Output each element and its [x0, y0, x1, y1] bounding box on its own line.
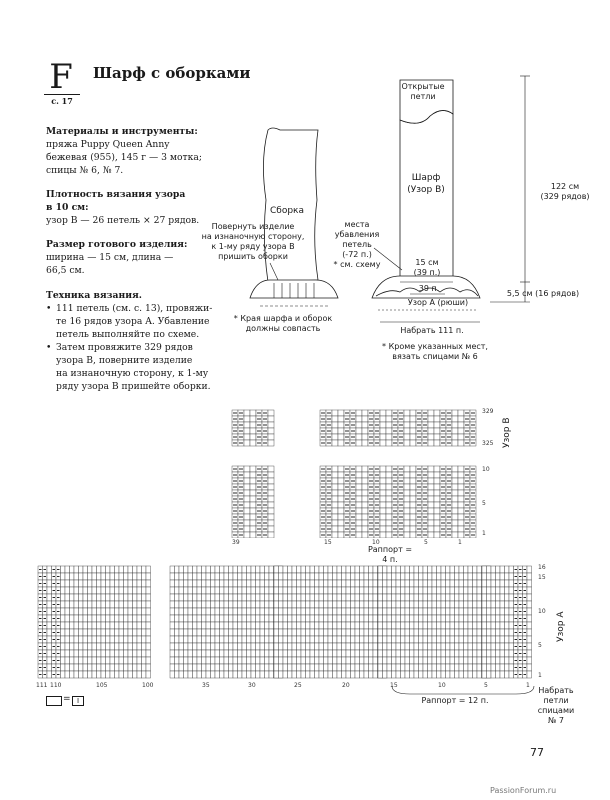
- legend-equals: =: [63, 694, 71, 704]
- technique-heading: Техника вязания.: [46, 290, 142, 301]
- height-label: [532, 182, 598, 202]
- chart-a-cast-on-line: Набрать: [538, 686, 574, 695]
- decrease-line: (-72 п.): [342, 250, 372, 259]
- technique-line: те 16 рядов узора A. Убавление: [56, 316, 210, 327]
- gather-label: Сборка: [270, 206, 305, 216]
- footnote-line: вязать спицами № 6: [392, 352, 478, 361]
- scarf-label-line: (Узор B): [407, 185, 445, 195]
- technique-line: на изнаночную сторону, к 1-му: [56, 368, 209, 379]
- materials-line: пряжа Puppy Queen Anny: [46, 139, 170, 150]
- chart-b-col-1: 1: [458, 539, 462, 546]
- chart-b-col-39: 39: [232, 539, 240, 546]
- materials-line: бежевая (955), 145 г — 3 мотка;: [46, 152, 202, 163]
- technique-line: петель выполняйте по схеме.: [56, 329, 200, 340]
- chart-a-grid: [36, 564, 536, 680]
- size-block: [46, 238, 216, 277]
- decrease-line: убавления: [334, 230, 380, 239]
- page-number: 77: [530, 746, 544, 759]
- chart-a-col-20: 20: [342, 682, 350, 689]
- chart-a-col-15: 15: [390, 682, 398, 689]
- legend-knit-symbol: I: [72, 696, 84, 706]
- height-line: 122 см: [550, 182, 580, 191]
- chart-a-col-35: 35: [202, 682, 210, 689]
- chart-b-row-labels: [482, 408, 494, 536]
- decrease-line: петель: [342, 240, 372, 249]
- technique-line: • Затем провяжите 329 рядов: [56, 342, 193, 353]
- chart-b-label: Узор B: [502, 417, 512, 448]
- chart-a-cast-on-line: № 7: [548, 716, 564, 725]
- pattern-a-label: Узор A (рюши): [407, 298, 469, 307]
- watermark: PassionForum.ru: [490, 786, 557, 795]
- chart-b-grid: [230, 408, 480, 538]
- chart-b-col-5: 5: [424, 539, 428, 546]
- chart-b-repeat-line: 4 п.: [382, 555, 398, 564]
- chart-a-col-111: 111: [36, 682, 48, 689]
- gather-note-line: Повернуть изделие: [211, 222, 295, 231]
- chart-a-label: Узор A: [556, 611, 566, 642]
- size-heading: Размер готового изделия:: [46, 239, 188, 250]
- gather-note-line: пришить оборки: [218, 252, 288, 261]
- chart-a-col-110: 110: [50, 682, 62, 689]
- legend-empty-cell: [46, 696, 62, 706]
- chart-a-repeat: Раппорт = 12 п.: [421, 696, 489, 705]
- width-line: 15 см: [415, 258, 439, 267]
- chart-b-row-5: 5: [482, 500, 486, 507]
- chart-a-col-105: 105: [96, 682, 108, 689]
- needle-footnote: [360, 342, 510, 362]
- height-line: (329 рядов): [540, 192, 590, 201]
- bottom-count-label: 39 п.: [418, 284, 440, 293]
- section-letter: F: [49, 57, 73, 97]
- gauge-line: узор B — 26 петель × 27 рядов.: [46, 215, 200, 226]
- scarf-label: [398, 172, 454, 196]
- materials-line: спицы № 6, № 7.: [46, 165, 124, 176]
- gauge-block: [46, 188, 216, 227]
- width-line: (39 п.): [413, 268, 441, 277]
- technique-line: • 111 петель (см. с. 13), провяжи-: [56, 303, 213, 314]
- chart-a-col-1: 1: [526, 682, 530, 689]
- decrease-label: [332, 220, 382, 270]
- chart-b-row-329: 329: [482, 408, 494, 415]
- chart-b-row-325: 325: [482, 440, 494, 447]
- technique-line: узора B, поверните изделие: [56, 355, 193, 366]
- decrease-line: * см. схему: [333, 260, 381, 269]
- decrease-line: места: [344, 220, 370, 229]
- chart-a-row-16: 16: [538, 564, 546, 571]
- chart-a-cast-on-line: петли: [543, 696, 569, 705]
- width-label: [402, 258, 452, 278]
- chart-a-row-labels: [538, 564, 552, 680]
- footnote-line: * Кроме указанных мест,: [382, 342, 488, 351]
- size-line: ширина — 15 см, длина —: [46, 252, 174, 263]
- edge-note-line: должны совпасть: [245, 324, 321, 333]
- chart-b-repeat-line: Раппорт =: [367, 545, 413, 554]
- chart-a-cast-on-line: спицами: [537, 706, 575, 715]
- technique-bullet: [46, 341, 216, 393]
- materials-block: [46, 125, 216, 177]
- size-line: 66,5 см.: [46, 265, 85, 276]
- chart-a-col-25: 25: [294, 682, 302, 689]
- gather-note-line: к 1-му ряду узора B: [211, 242, 295, 251]
- gather-schematic: [200, 120, 340, 320]
- chart-a-row-10: 10: [538, 608, 546, 615]
- technique-bullet: [46, 302, 216, 341]
- chart-a-row-15: 15: [538, 574, 546, 581]
- technique-block: [46, 289, 216, 393]
- open-loops-label: [398, 82, 448, 102]
- chart-a-col-30: 30: [248, 682, 256, 689]
- gauge-heading: в 10 см:: [46, 202, 89, 213]
- chart-b-row-1: 1: [482, 530, 486, 537]
- gather-note: [198, 222, 308, 262]
- page-reference: с. 17: [44, 94, 80, 106]
- chart-a-col-100: 100: [142, 682, 154, 689]
- chart-b-col-15: 15: [324, 539, 332, 546]
- ruffle-height-label: 5,5 см (16 рядов): [506, 289, 580, 298]
- chart-b-col-10: 10: [372, 539, 380, 546]
- chart-b-repeat: [365, 545, 415, 565]
- open-loops-line: Открытые: [401, 82, 445, 91]
- chart-b-row-10: 10: [482, 466, 490, 473]
- gather-note-line: на изнаночную сторону,: [201, 232, 305, 241]
- materials-heading: Материалы и инструменты:: [46, 126, 198, 137]
- cast-on-label: Набрать 111 п.: [400, 326, 464, 335]
- chart-a-cast-on: [526, 686, 586, 726]
- chart-a-row-5: 5: [538, 642, 542, 649]
- technique-line: ряду узора B пришейте оборки.: [56, 381, 211, 392]
- page-title: Шарф с оборками: [93, 64, 251, 82]
- chart-a-col-10: 10: [438, 682, 446, 689]
- edge-note-line: * Края шарфа и оборок: [233, 314, 333, 323]
- chart-a-row-1: 1: [538, 672, 542, 679]
- chart-a-col-5: 5: [484, 682, 488, 689]
- gauge-heading: Плотность вязания узора: [46, 189, 186, 200]
- scarf-label-line: Шарф: [411, 173, 441, 183]
- open-loops-line: петли: [410, 92, 436, 101]
